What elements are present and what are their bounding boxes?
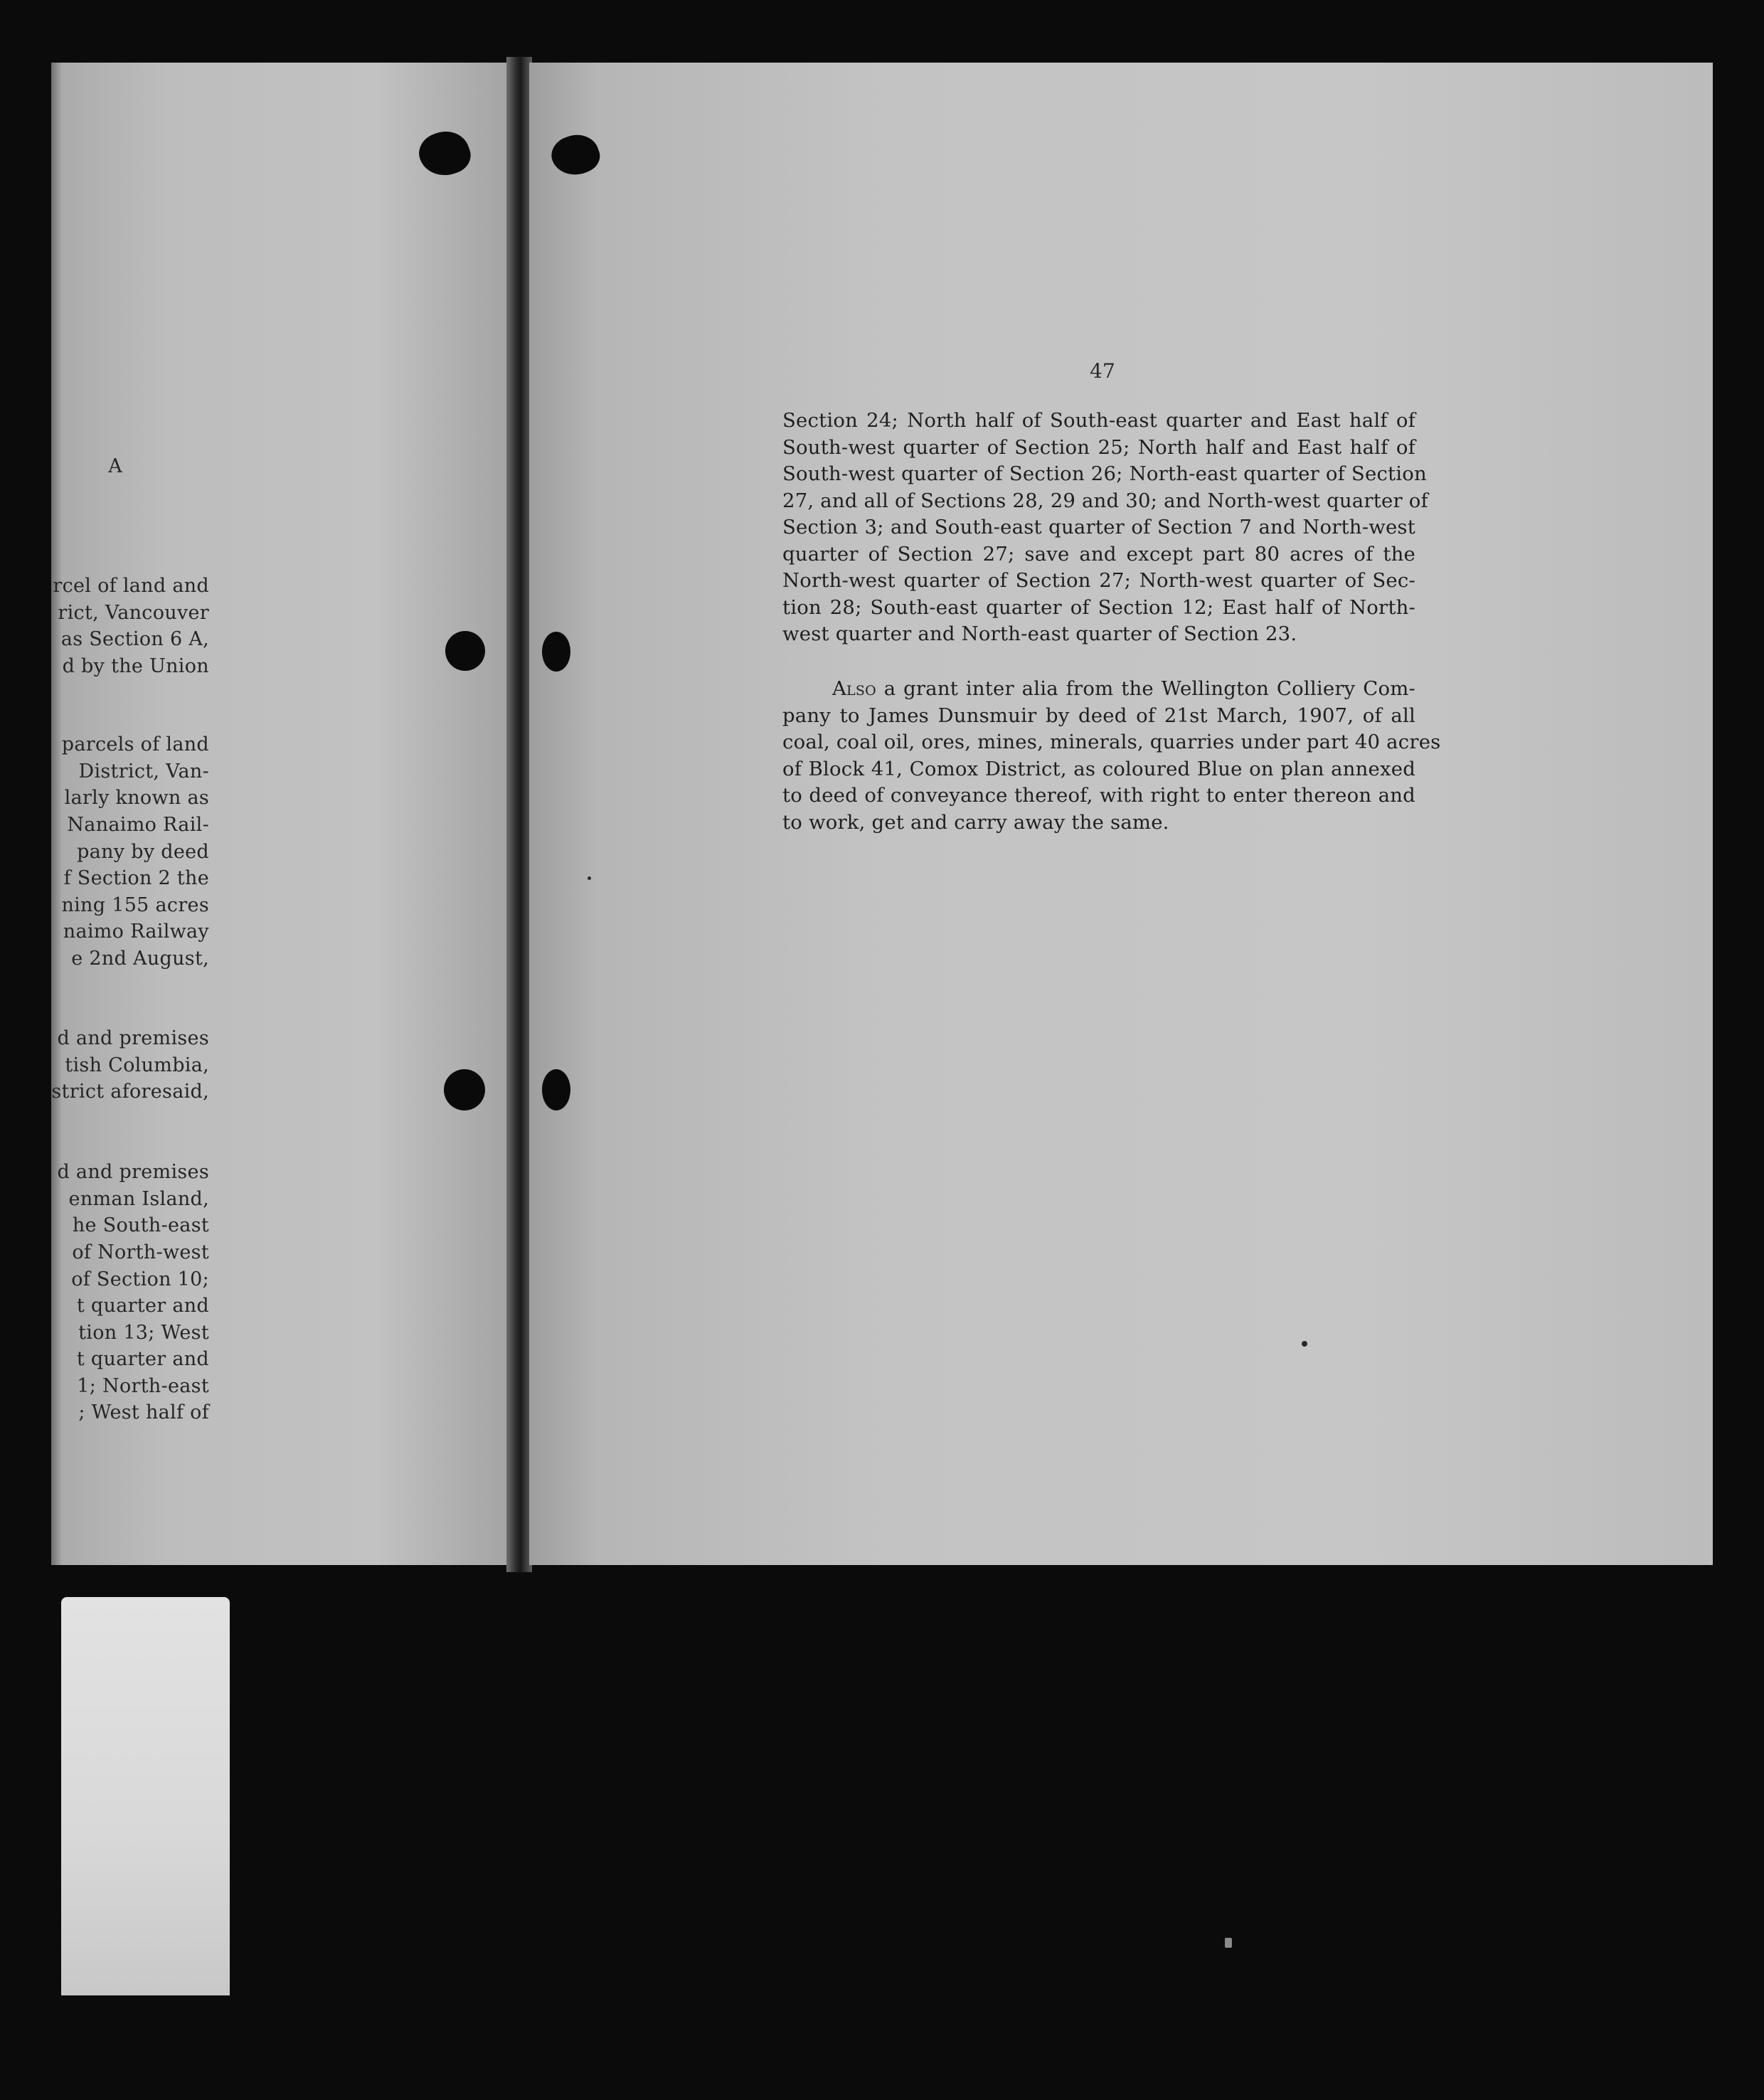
paragraph-wellington-grant	[782, 676, 1441, 836]
left-fragment-line: parcels of land	[61, 733, 209, 755]
left-fragment-line: he South-east	[72, 1214, 209, 1236]
paragraph-line: Section 24; North half of South-east quarter and East half of	[782, 409, 1415, 432]
paragraph-line: North-west quarter of Section 27; North-west quarter of Sec-	[782, 569, 1415, 592]
paragraph-line: to work, get and carry away the same.	[782, 810, 1169, 834]
left-fragment-line: t quarter and	[76, 1295, 209, 1317]
left-fragment-line: 1; North-east	[77, 1375, 209, 1397]
paragraph-line: South-west quarter of Section 25; North half and East half of	[782, 435, 1415, 459]
paragraph-line: west quarter and North-east quarter of Section 23.	[782, 622, 1297, 645]
paragraph-line: to deed of conveyance thereof, with right to enter thereon and	[782, 784, 1415, 807]
left-fragment-line: rict, Vancouver	[58, 602, 209, 624]
paragraph-line: Section 3; and South-east quarter of Section 7 and North-west	[782, 516, 1415, 539]
left-fragment-line: tish Columbia,	[65, 1054, 209, 1076]
film-speck	[1225, 1938, 1232, 1948]
paragraph-line: 27, and all of Sections 28, 29 and 30; and North-west quarter of	[782, 489, 1428, 512]
paragraph-line: South-west quarter of Section 26; North-east quarter of Section	[782, 462, 1427, 485]
punch-hole-right-lower	[542, 1069, 570, 1110]
paragraph-land-sections	[782, 408, 1428, 648]
left-fragment-line: of North-west	[72, 1241, 209, 1263]
left-fragment-line: rcel of land and	[53, 575, 209, 597]
paragraph-line: of Block 41, Comox District, as coloured Blue on plan annexed	[782, 757, 1415, 780]
left-fragment-line: f Section 2 the	[63, 867, 209, 889]
left-fragment-line: e 2nd August,	[71, 948, 209, 970]
punch-hole-right-upper	[542, 632, 570, 672]
ink-speck	[1302, 1341, 1307, 1347]
left-fragment-line: of Section 10;	[71, 1268, 209, 1290]
left-fragment-line: ning 155 acres	[61, 894, 209, 916]
page-number: 47	[1090, 359, 1115, 383]
left-fragment-line: naimo Railway	[63, 921, 209, 943]
paragraph-line-first	[782, 676, 1415, 703]
left-fragment-line: t quarter and	[76, 1348, 209, 1370]
paragraph-line: pany to James Dunsmuir by deed of 21st March, 1907, of all	[782, 704, 1415, 727]
left-fragment-line: tion 13; West	[78, 1322, 209, 1344]
left-fragment-line: d and premises	[57, 1027, 209, 1049]
left-fragment-line: d by the Union	[62, 655, 209, 677]
left-fragment-line: District, Van-	[78, 760, 209, 783]
left-fragment-line: strict aforesaid,	[51, 1081, 209, 1103]
punch-hole-left-upper	[445, 631, 485, 671]
lead-word: Also	[832, 677, 876, 700]
ink-speck	[588, 876, 591, 880]
paragraph-line: tion 28; South-east quarter of Section 12; East half of North-	[782, 595, 1415, 619]
left-fragment-line: Nanaimo Rail-	[67, 814, 209, 836]
punch-hole-left-lower	[444, 1069, 485, 1110]
left-fragment-line: pany by deed	[77, 841, 209, 863]
left-heading-fragment: A	[108, 455, 122, 477]
binding-gutter	[506, 57, 532, 1572]
left-fragment-line: as Section 6 A,	[60, 628, 209, 650]
left-fragment-line: enman Island,	[68, 1188, 209, 1210]
left-fragment-line: d and premises	[57, 1161, 209, 1183]
white-target-card	[61, 1597, 230, 1995]
left-fragment-line: ; West half of	[78, 1401, 209, 1423]
first-line-rest: a grant inter alia from the Wellington Colliery Com-	[876, 677, 1415, 700]
paragraph-line: quarter of Section 27; save and except part 80 acres of the	[782, 542, 1415, 566]
left-fragment-line: larly known as	[64, 787, 209, 809]
paragraph-line: coal, coal oil, ores, mines, minerals, quarries under part 40 acres	[782, 731, 1441, 753]
